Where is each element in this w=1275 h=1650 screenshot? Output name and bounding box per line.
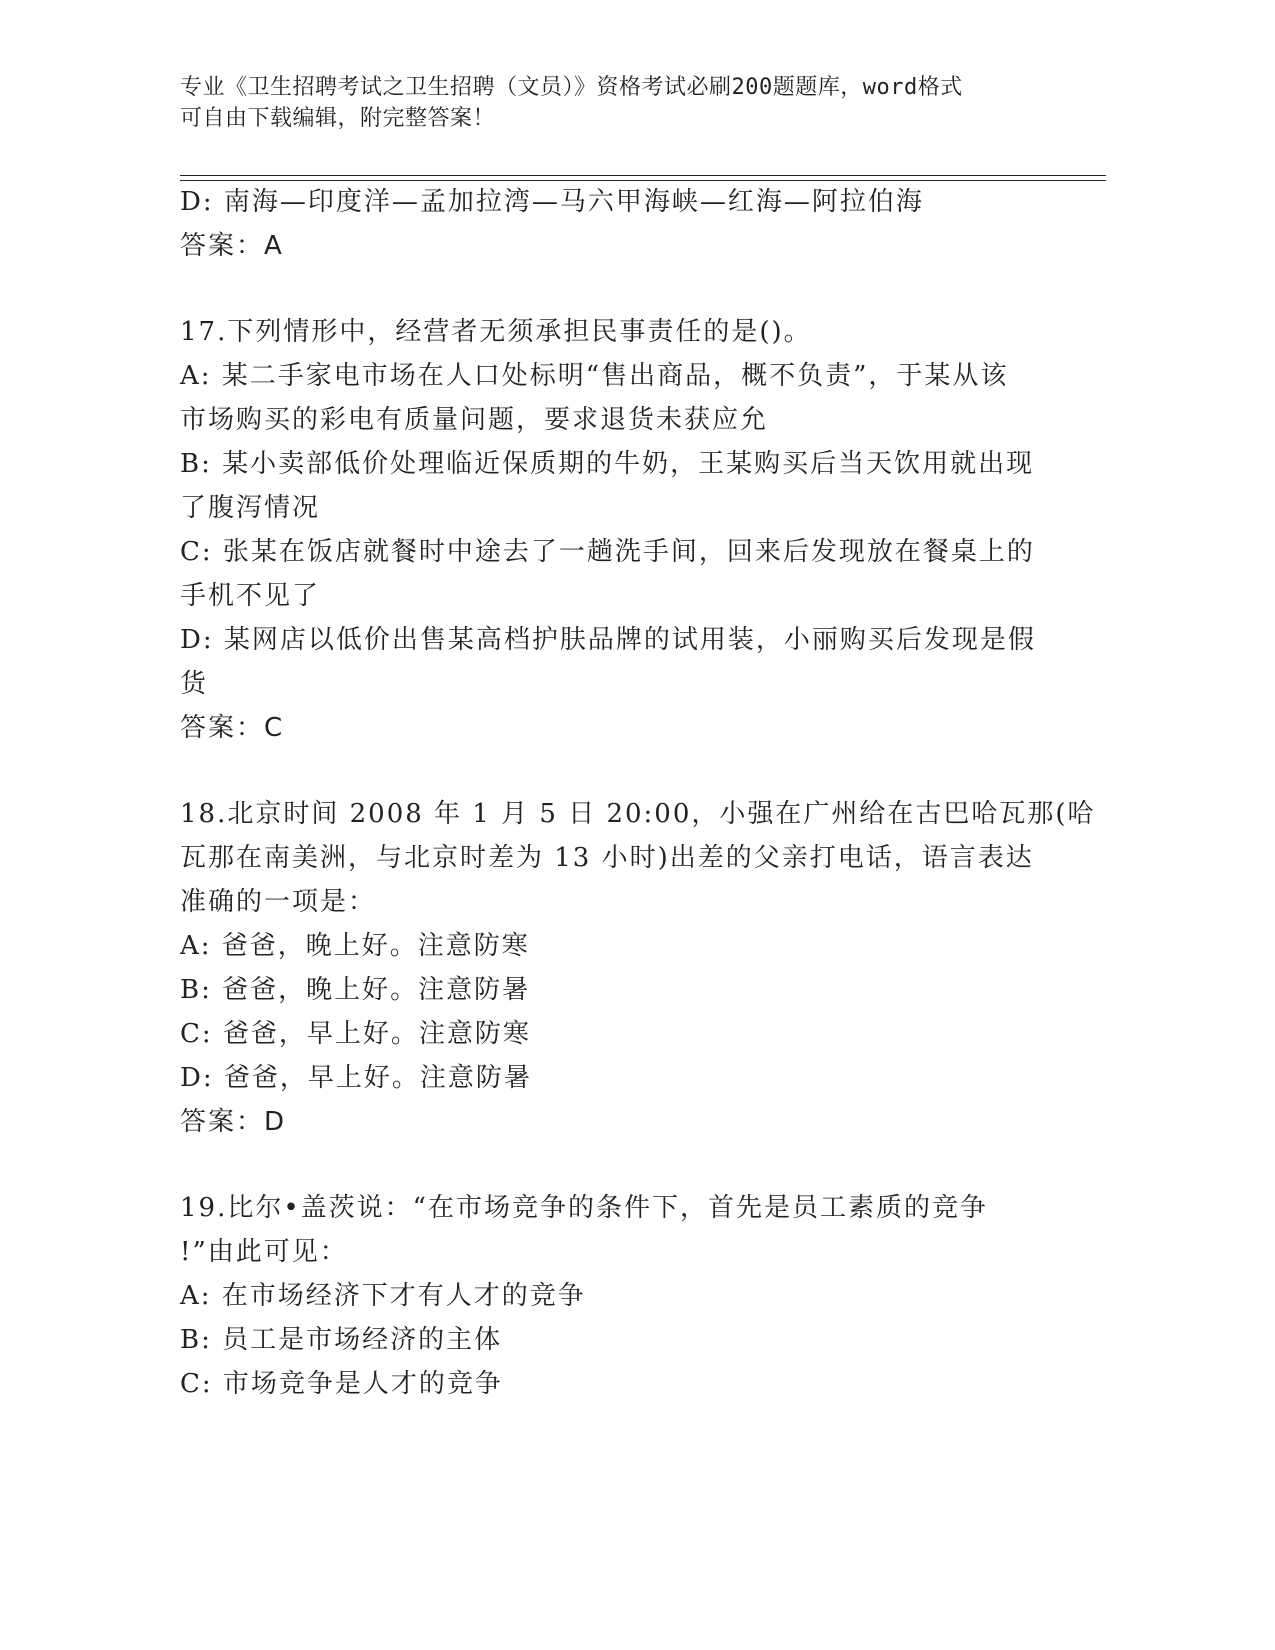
spacer bbox=[180, 1144, 1040, 1186]
question-stem-line-3: 准确的一项是： bbox=[180, 887, 377, 917]
question-stem: 17.下列情形中，经营者无须承担民事责任的是()。 bbox=[180, 317, 812, 347]
option-b-line-1: B: 某小卖部低价处理临近保质期的牛奶，王某购买后当天饮用就出现 bbox=[180, 449, 1035, 479]
option-d-line-1: D: 某网店以低价出售某高档护肤品牌的试用装，小丽购买后发现是假 bbox=[180, 625, 1036, 655]
option-d: D: 爸爸，早上好。注意防暑 bbox=[180, 1063, 532, 1093]
option-c: C: 市场竞争是人才的竞争 bbox=[180, 1369, 503, 1399]
question-18 bbox=[180, 792, 1096, 1144]
option-b-line-2: 了腹泻情况 bbox=[180, 493, 321, 523]
document-header bbox=[180, 72, 1060, 134]
document-body bbox=[180, 180, 1096, 1406]
question-stem-line-2: 瓦那在南美洲，与北京时差为 13 小时)出差的父亲打电话，语言表达 bbox=[180, 843, 1034, 873]
option-b: B: 爸爸，晚上好。注意防暑 bbox=[180, 975, 531, 1005]
option-d: D: 南海—印度洋—孟加拉湾—马六甲海峡—红海—阿拉伯海 bbox=[180, 187, 924, 217]
option-c-line-1: C: 张某在饭店就餐时中途去了一趟洗手间，回来后发现放在餐桌上的 bbox=[180, 537, 1035, 567]
spacer bbox=[180, 268, 1040, 310]
answer: 答案：C bbox=[180, 713, 285, 743]
question-17 bbox=[180, 310, 1040, 750]
header-line-2: 可自由下载编辑，附完整答案！ bbox=[180, 106, 496, 131]
answer: 答案：D bbox=[180, 1107, 287, 1137]
question-19 bbox=[180, 1186, 1040, 1406]
option-c-line-2: 手机不见了 bbox=[180, 581, 321, 611]
question-stem-line-1: 18.北京时间 2008 年 1 月 5 日 20:00，小强在广州给在古巴哈瓦那(哈 bbox=[180, 799, 1096, 829]
option-c: C: 爸爸，早上好。注意防寒 bbox=[180, 1019, 531, 1049]
question-stem-line-2: !”由此可见： bbox=[180, 1237, 348, 1267]
option-a-line-2: 市场购买的彩电有质量问题，要求退货未获应允 bbox=[180, 405, 769, 435]
header-line-1: 专业《卫生招聘考试之卫生招聘（文员）》资格考试必刷200题题库，word格式 bbox=[180, 75, 963, 100]
option-b: B: 员工是市场经济的主体 bbox=[180, 1325, 503, 1355]
previous-question-tail bbox=[180, 180, 1040, 268]
option-a: A: 在市场经济下才有人才的竞争 bbox=[180, 1281, 586, 1311]
option-d-line-2: 货 bbox=[180, 669, 209, 699]
question-stem-line-1: 19.比尔•盖茨说：“在市场竞争的条件下，首先是员工素质的竞争 bbox=[180, 1193, 988, 1223]
option-a: A: 爸爸，晚上好。注意防寒 bbox=[180, 931, 530, 961]
option-a-line-1: A: 某二手家电市场在人口处标明“售出商品，概不负责”，于某从该 bbox=[180, 361, 1009, 391]
answer: 答案：A bbox=[180, 231, 284, 261]
spacer bbox=[180, 750, 1040, 792]
